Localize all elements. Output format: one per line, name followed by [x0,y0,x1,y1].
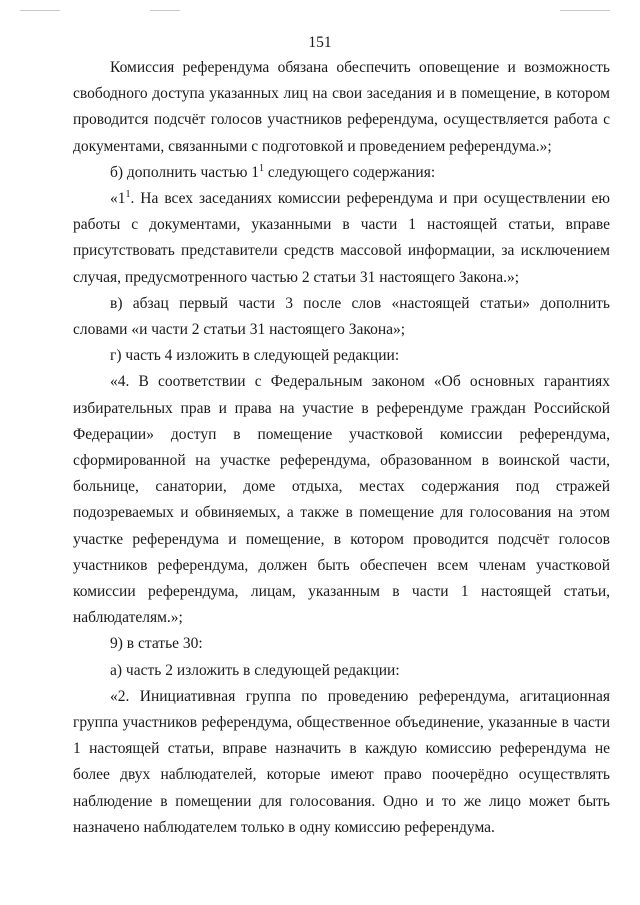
paragraph-text: г) часть 4 изложить в следующей редакции: [110,347,400,365]
paragraph [73,684,610,841]
paragraph-text: в) абзац первый части 3 после слов «настоящей статьи» дополнить словами «и части 2 статьи 31 настоящего Закона»; [73,294,610,339]
paragraph-text: «1 [110,190,126,208]
paragraph [73,160,610,186]
paragraph [73,343,610,369]
paragraph-text: «4. В соответствии с Федеральным законом «Об основных гарантиях избирательных прав и права на участие в референдуме граждан Российской Федерации» доступ в помещение участковой комиссии референдума, сформированной на участке референдума, образованном в воинской части, больнице, санатории, доме отдыха, местах содержания под стражей подозреваемых и обвиняемых, а также в помещение для голосования на этом участке референдума и помещение, в котором проводится подсчёт голосов участников референдума, должен быть обеспечен всем членам участковой комиссии референдума, лицам, указанным в части 1 настоящей статьи, наблюдателям.»; [73,373,610,627]
paragraph-text: следующего содержания: [264,163,436,181]
superscript: 1 [125,189,131,201]
paragraph-text: . На всех заседаниях комиссии референдума и при осуществлении ею работы с документами, указанными в части 1 настоящей статьи, вправе присутствовать представители средств массовой информации, за исключением случая, предусмотренного частью 2 статьи 31 настоящего Закона.»; [73,190,610,286]
scan-edge-mark [150,10,180,11]
paragraph-text: «2. Инициативная группа по проведению референдума, агитационная группа участников референдума, общественное объединение, указанные в части 1 настоящей статьи, вправе назначить в каждую комиссию референдума не более двух наблюдателей, которые имеют право поочерёдно осуществлять наблюдение в помещении для голосования. Одно и то же лицо может быть назначено наблюдателем только в одну комиссию референдума. [73,687,610,836]
paragraph-text: б) дополнить частью 1 [110,163,260,181]
paragraph [73,55,610,160]
document-body [73,55,610,841]
paragraph [73,291,610,343]
paragraph-text: а) часть 2 изложить в следующей редакции: [110,661,400,679]
paragraph [73,369,610,631]
paragraph [73,658,610,684]
scan-edge-mark [560,10,610,11]
page-number: 151 [308,34,332,51]
scan-edge-mark [20,10,60,11]
paragraph-text: Комиссия референдума обязана обеспечить оповещение и возможность свободного доступа указанных лиц на свои заседания и в помещение, в котором проводится подсчёт голосов участников референдума, осуществляется работа с документами, связанными с подготовкой и проведением референдума.»; [73,59,610,155]
paragraph [73,186,610,291]
paragraph-text: 9) в статье 30: [110,635,203,653]
superscript: 1 [259,162,265,174]
paragraph [73,631,610,657]
